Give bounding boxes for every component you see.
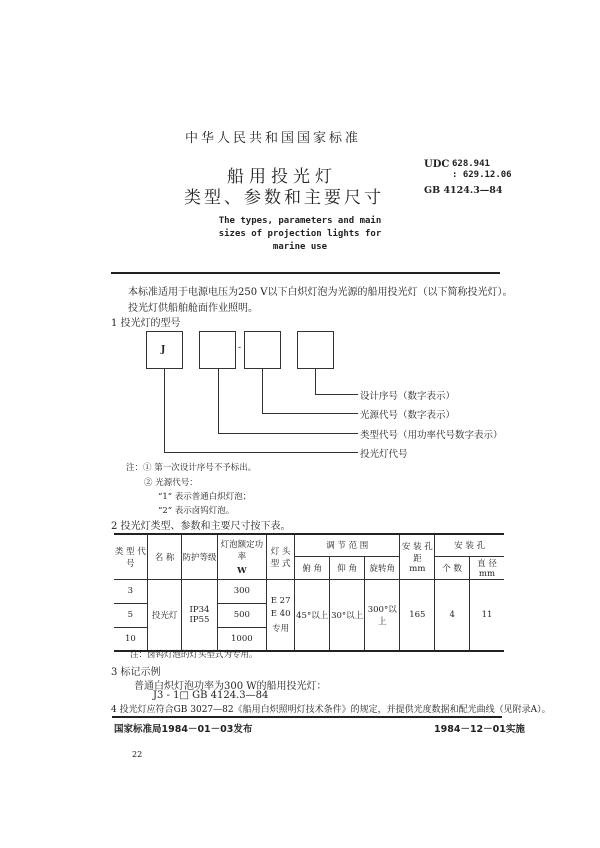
note-2a: “1” 表示普通白炽灯泡； [158,492,252,502]
base-3: 专用 [272,623,290,634]
table-row [114,579,504,603]
th-pitch: 俯 角 [295,556,330,579]
base-2: E 40 [270,608,291,619]
connector-line [262,368,263,413]
section-4-text: 4 投光灯应符合GB 3027—82《船用白炽照明灯技术条件》的规定，并提供光度数据和配光曲线（见附录A）。 [111,705,551,715]
th-adjust-range: 调 节 范 围 [295,534,400,556]
protection-2: IP55 [189,614,210,625]
issued-date: 国家标准局1984－01－03发布 [114,724,253,735]
intro-paragraph-2: 投光灯供船舶舱面作业照明。 [128,303,258,314]
model-letter: J [161,345,166,355]
cell-count: 4 [435,579,470,651]
th-name: 名 称 [147,534,182,579]
th-diameter-label: 直 径 [477,558,497,569]
note-2: ② 光源代号： [144,478,198,488]
marking-example: J3 - 1□ GB 4124.3—84 [153,690,269,701]
cell-spacing: 165 [400,579,435,651]
th-diameter [469,556,504,579]
th-spacing [400,534,435,579]
section-1-heading: 1 投光灯的型号 [111,318,181,329]
header-divider [111,272,500,274]
page-number: 22 [132,750,143,759]
cell-power: 500 [217,603,267,627]
cell-rotation: 300°以上 [365,579,400,651]
section-3-line: 普通白炽灯泡功率为300 W的船用投光灯： [134,681,327,692]
cell-elevation: 30°以上 [330,579,365,651]
title-line-2: 类型、参数和主要尺寸 [184,188,384,208]
udc-label: UDC [424,159,450,170]
th-mount-holes: 安 装 孔 [435,534,504,556]
th-spacing-unit: mm [409,563,426,574]
cell-power: 1000 [217,627,267,651]
base-1: E 27 [270,595,291,606]
th-power-label: 灯泡额定功率 [220,539,264,562]
th-spacing-label: 安 装 孔 距 [401,541,433,564]
connector-line [218,368,219,433]
th-elevation: 仰 角 [330,556,365,579]
udc-code-2: : 629.12.06 [452,170,512,180]
label-type-code: 类型代号（用功率代号数字表示） [360,430,503,441]
connector-line [164,452,358,453]
model-box-type [199,331,236,369]
english-title-line-2: sizes of projection lights for [218,229,382,239]
standard-name: 中华人民共和国国家标准 [185,131,362,146]
table-note: 注：卤钨灯泡的灯头型式为专用。 [130,650,258,660]
spec-table [114,533,504,652]
model-dash: - [238,343,242,353]
th-count: 个 数 [435,556,470,579]
th-rotation: 旋转角 [365,556,400,579]
cell-power: 300 [217,579,267,603]
udc-code-1: 628.941 [452,159,490,169]
note-2b: “2” 表示卤钨灯泡。 [158,506,235,516]
protection-1: IP34 [189,604,210,615]
connector-line [315,394,358,395]
connector-line [315,368,316,394]
title-line-1: 船用投光灯 [227,167,337,187]
connector-line [262,413,358,414]
label-projector-code: 投光灯代号 [360,449,408,460]
th-protection: 防护等级 [182,534,217,579]
cell-name: 投光灯 [147,579,182,651]
effective-date: 1984－12－01实施 [434,724,525,735]
note-1: 注：① 第一次设计序号不予标出。 [126,463,257,473]
section-2-heading: 2 投光灯类型、参数和主要尺寸按下表。 [111,521,291,532]
connector-line [218,433,358,434]
th-base: 灯 头 型 式 [267,534,295,579]
cell-base [267,579,295,651]
th-power-unit: W [237,565,247,576]
cell-diameter: 11 [469,579,504,651]
gb-code: GB 4124.3—84 [424,185,503,196]
model-box-letter [146,331,183,369]
section-3-heading: 3 标记示例 [111,667,161,678]
cell-pitch: 45°以上 [295,579,330,651]
cell-type-code: 10 [114,627,147,651]
cell-type-code: 5 [114,603,147,627]
label-light-source-code: 光源代号（数字表示） [360,410,456,421]
intro-paragraph-1: 本标准适用于电源电压为250 V以下白炽灯泡为光源的船用投光灯（以下简称投光灯）。 [128,287,513,298]
cell-type-code: 3 [114,579,147,603]
th-type-code: 类 型 代 号 [114,534,147,579]
english-title-line-1: The types, parameters and main [218,216,382,226]
th-diameter-unit: mm [478,568,496,579]
model-box-source [244,331,281,369]
english-title-line-3: marine use [272,242,328,252]
connector-line [164,368,165,452]
model-box-design [297,331,334,369]
footer-divider [112,716,502,718]
th-power [217,534,267,579]
label-design-number: 设计序号（数字表示） [360,391,456,402]
cell-protection [182,579,217,651]
